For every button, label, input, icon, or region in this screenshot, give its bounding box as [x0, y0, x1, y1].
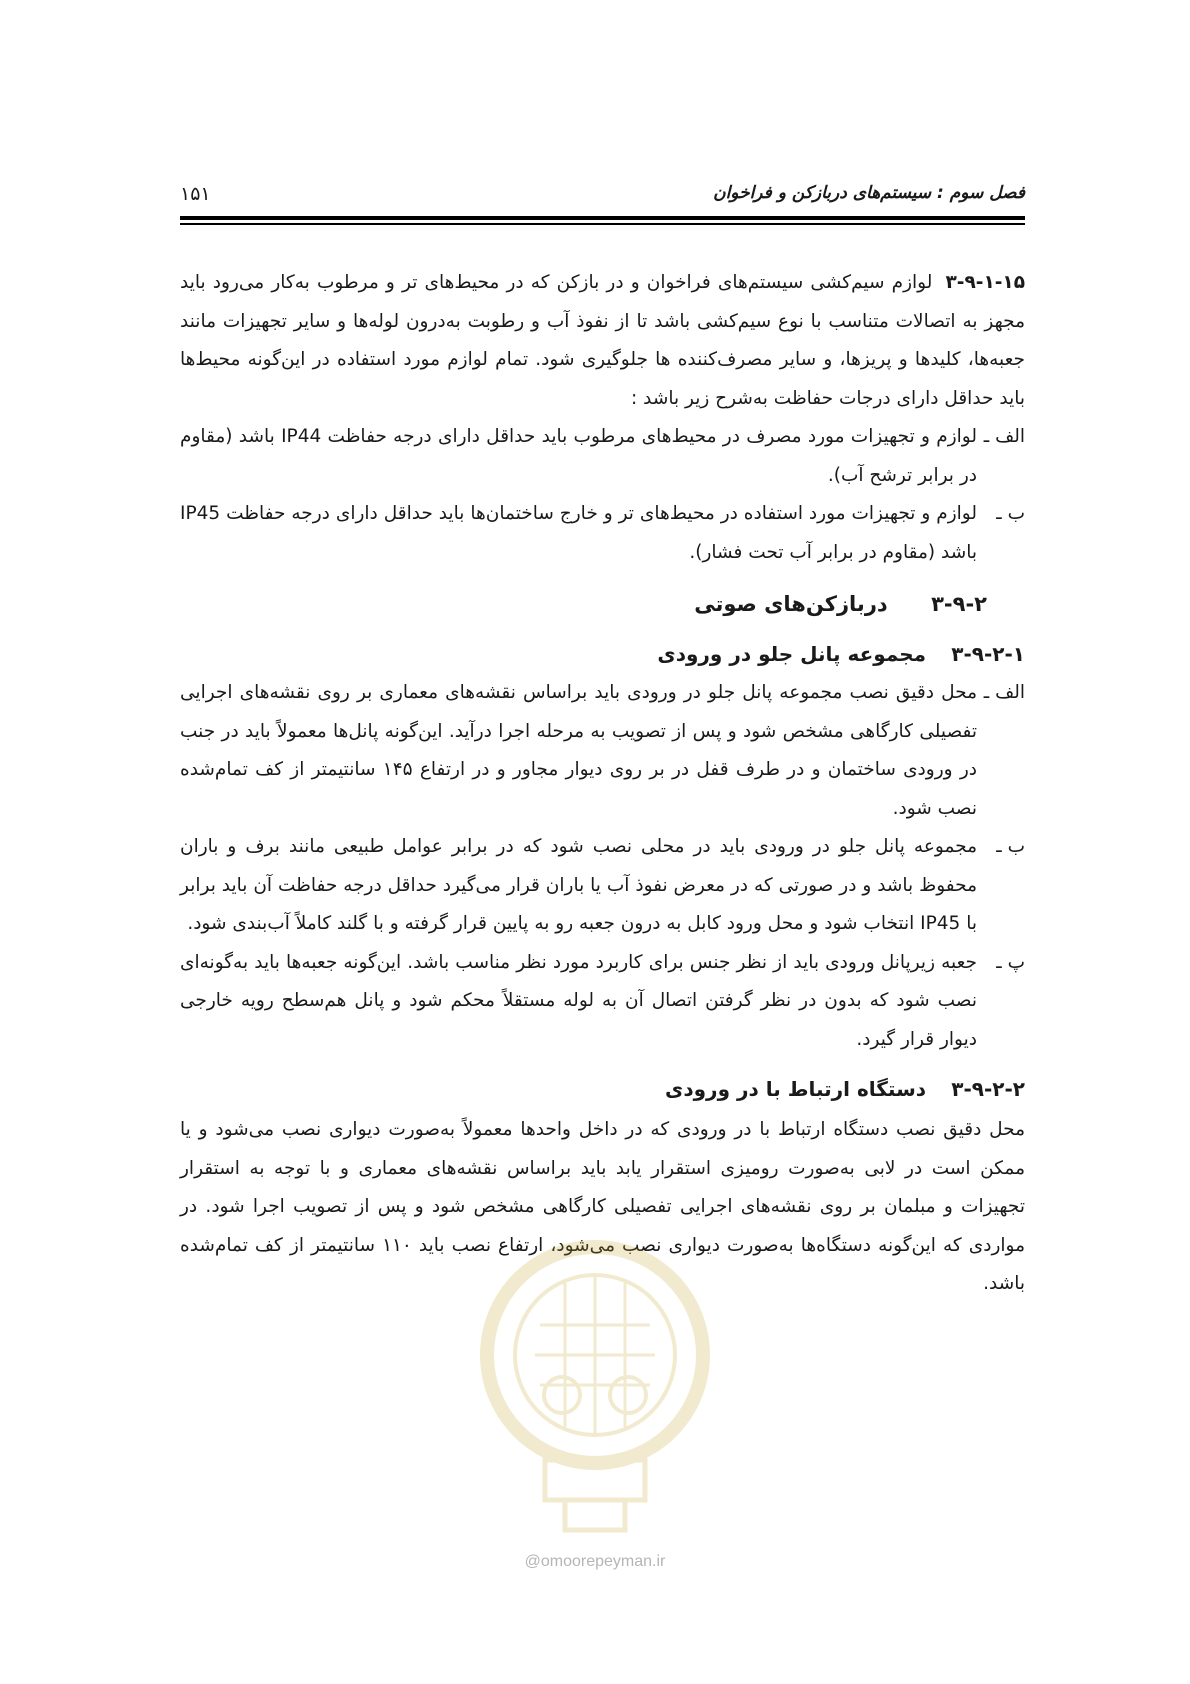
section-heading-2-2: [180, 1069, 1025, 1109]
clause-2-1-item-b: [180, 828, 1025, 944]
clause-15-item-b: [180, 495, 1025, 572]
clause-15: [180, 264, 1025, 418]
page-header: [180, 183, 1025, 213]
list-label: پ ـ: [996, 951, 1025, 973]
chapter-title: فصل سوم : سیستم‌های دربازکن و فراخوان: [713, 183, 1025, 203]
list-label: ب ـ: [996, 503, 1025, 524]
section-heading-2: [180, 584, 1025, 624]
section-title: مجموعه پانل جلو در ورودی: [657, 642, 927, 666]
watermark-website: @omoorepeyman.ir: [524, 1553, 666, 1570]
page-number: ۱۵۱: [180, 183, 211, 205]
header-rule-thick: [180, 216, 1025, 220]
list-text: مجموعه پانل جلو در ورودی باید در محلی نصب شود که در برابر عوامل طبیعی مانند برف و باران محفوظ باشد و در صورتی که در معرض نفوذ آب یا باران قرار می‌گیرد حداقل درجه حفاظت آن باید برابر با IP45 انتخاب شود و محل ورود کابل به درون جعبه رو به پایین قرار گرفته و با گلند کاملاً آب‌بندی شود.: [180, 836, 977, 934]
clause-15-text: لوازم سیم‌کشی سیستم‌های فراخوان و در بازکن که در محیط‌های تر و مرطوب به‌کار می‌رود باید مجهز به اتصالات متناسب با نوع سیم‌کشی باشد تا از نفوذ آب و رطوبت به‌درون لوله‌ها و سایر تجهیزات مانند جعبه‌ها، کلیدها و پریزها، و سایر مصرف‌کننده ها جلوگیری شود. تمام لوازم مورد استفاده در این‌گونه محیط‌ها باید حداقل دارای درجات حفاظت به‌شرح زیر باشد :: [180, 272, 1025, 409]
list-label: الف ـ: [983, 426, 1025, 447]
clause-2-1-item-c: [180, 944, 1025, 1060]
list-text: جعبه زیرپانل ورودی باید از نظر جنس برای کاربرد مورد نظر مناسب باشد. این‌گونه جعبه‌ها باید به‌گونه‌ای نصب شود که بدون در نظر گرفتن اتصال آن به لوله مستقلاً محکم شود و پانل هم‌سطح رویه خارجی دیوار قرار گیرد.: [180, 951, 977, 1050]
at-icon: @: [524, 1553, 541, 1570]
header-rule-thin: [180, 223, 1025, 225]
list-text: لوازم و تجهیزات مورد استفاده در محیط‌های تر و خارج ساختمان‌ها باید حداقل دارای درجه حفاظت IP45 باشد (مقاوم در برابر آب تحت فشار).: [180, 503, 977, 563]
page-content: [180, 264, 1025, 1304]
section-heading-2-1: [180, 634, 1025, 674]
section-title: دربازکن‌های صوتی: [694, 592, 888, 616]
section-title: دستگاه ارتباط با در ورودی: [665, 1077, 927, 1101]
section-number: ۳-۹-۲-۱: [951, 642, 1025, 666]
clause-15-item-a: [180, 418, 1025, 495]
list-text: لوازم و تجهیزات مورد مصرف در محیط‌های مرطوب باید حداقل دارای درجه حفاظت IP44 باشد (مقاوم در برابر ترشح آب).: [180, 426, 977, 486]
section-number: ۳-۹-۲: [931, 592, 987, 616]
section-number: ۳-۹-۲-۲: [951, 1077, 1025, 1101]
list-text: محل دقیق نصب مجموعه پانل جلو در ورودی باید براساس نقشه‌های معماری بر روی نقشه‌های اجرایی تفصیلی کارگاهی مشخص شود و پس از تصویب به مرحله اجرا درآید. این‌گونه پانل‌ها معمولاً باید در جنب در ورودی ساختمان و در طرف قفل در بر روی دیوار مجاور و در ارتفاع ۱۴۵ سانتیمتر از کف تمام‌شده نصب شود.: [180, 682, 977, 819]
list-label: ب ـ: [996, 836, 1025, 857]
clause-2-2-text: محل دقیق نصب دستگاه ارتباط با در ورودی که در داخل واحدها معمولاً به‌صورت دیواری نصب می‌شود و یا ممکن است در لابی به‌صورت رومیزی استقرار یابد باید براساس نقشه‌های معماری و با توجه به استقرار تجهیزات و مبلمان بر روی نقشه‌های اجرایی تفصیلی کارگاهی مشخص شود و پس از تصویب اجرا شود. در مواردی که این‌گونه دستگاه‌ها به‌صورت دیواری نصب می‌شود، ارتفاع نصب باید ۱۱۰ سانتیمتر از کف تمام‌شده باشد.: [180, 1119, 1025, 1294]
clause-15-number: ۳-۹-۱-۱۵: [945, 272, 1026, 293]
clause-2-1-item-a: [180, 674, 1025, 828]
list-label: الف ـ: [983, 682, 1025, 703]
